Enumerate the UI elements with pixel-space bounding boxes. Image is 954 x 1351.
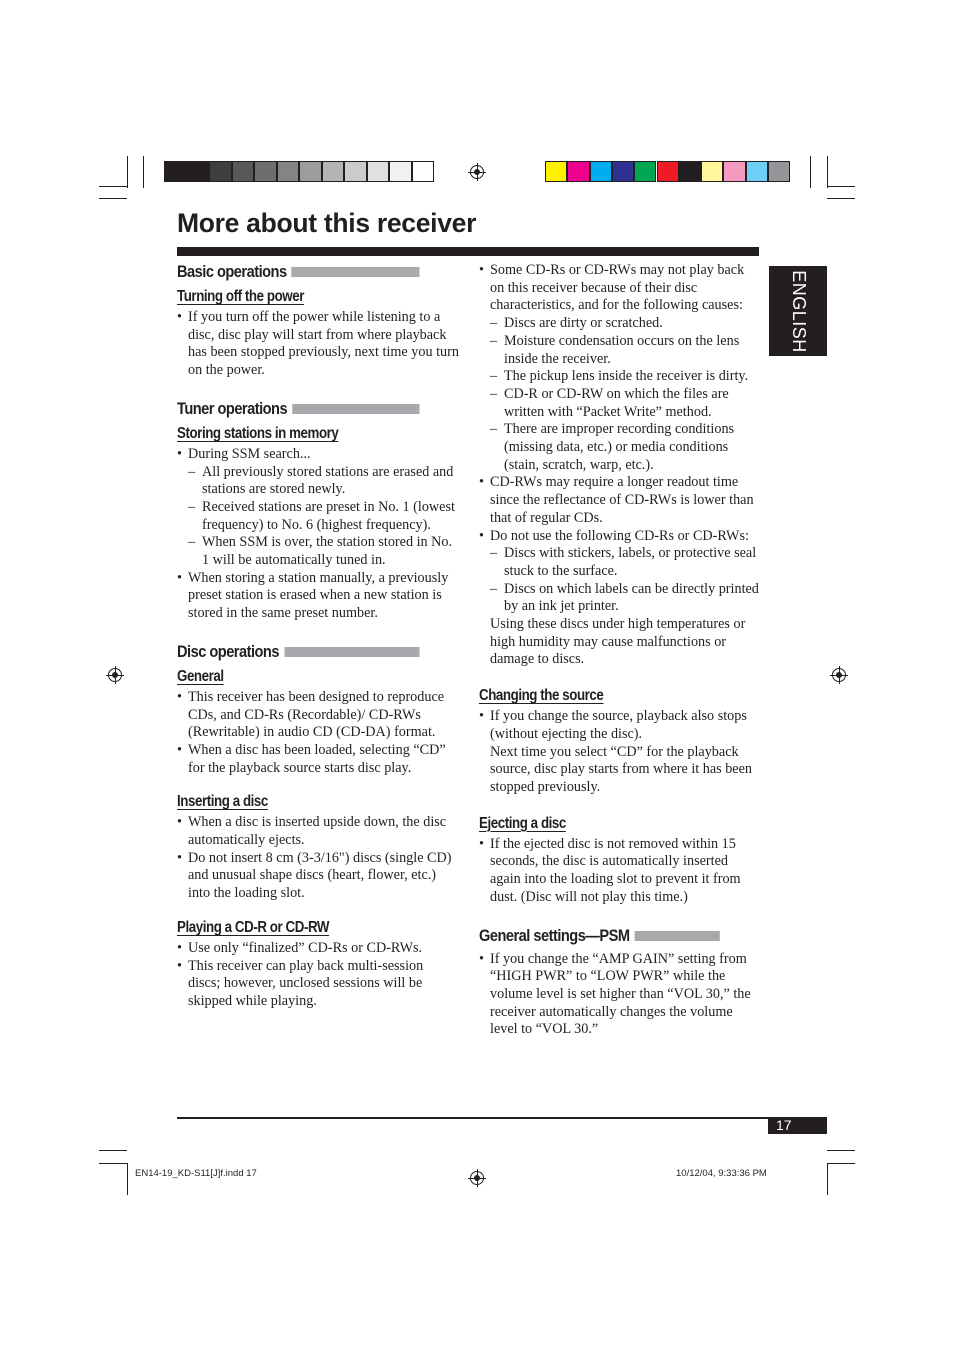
crop-mark xyxy=(127,156,128,188)
sub-list-item: – CD-R or CD-RW on which the files are written with “Packet Write” method. xyxy=(490,386,759,421)
color-swatch xyxy=(679,161,701,182)
color-swatch xyxy=(657,161,679,182)
gray-swatch xyxy=(299,161,322,182)
language-tab-label: ENGLISH xyxy=(788,269,809,353)
section-tuner-operations xyxy=(177,399,420,419)
list-item-text: If you change the source, playback also stops (without ejecting the disc). xyxy=(490,708,747,742)
sub-list-item: – The pickup lens inside the receiver is dirty. xyxy=(490,368,759,386)
list-item: • CD-RWs may require a longer readout time since the reflectance of CD-RWs is lower than that of regular CDs. xyxy=(479,474,759,527)
registration-mark-icon xyxy=(470,1171,484,1185)
list-item xyxy=(479,708,759,797)
gray-swatch xyxy=(254,161,277,182)
list-item-text: Do not use the following CD-Rs or CD-RWs: xyxy=(490,527,749,544)
list-item: • When a disc has been loaded, selecting “CD” for the playback source starts disc play. xyxy=(177,742,459,777)
registration-mark-icon xyxy=(832,668,846,682)
list-item: • If you change the “AMP GAIN” setting from “HIGH PWR” to “LOW PWR” while the volume level is set higher than “VOL 30,” the receiver automatically changes the volume level to “VOL 30.” xyxy=(479,951,759,1040)
list-item-text: During SSM search... xyxy=(188,445,311,462)
page-number: 17 xyxy=(776,1117,792,1133)
gray-swatch xyxy=(389,161,412,182)
sub-list-item: – There are improper recording conditions (missing data, etc.) or media conditions (stain, scratch, warp, etc.). xyxy=(490,421,759,474)
list-general xyxy=(177,689,459,778)
color-swatch xyxy=(567,161,589,182)
section-general-settings xyxy=(479,926,720,946)
section-basic-operations xyxy=(177,262,420,282)
sub-list xyxy=(188,464,459,570)
list-playing-cdr xyxy=(177,940,459,1011)
list-item-continuation: Next time you select “CD” for the playback source, disc play starts from where it has been stopped previously. xyxy=(490,743,752,795)
gray-swatch xyxy=(344,161,367,182)
list-turning-off xyxy=(177,309,459,380)
subsection-storing-stations: Storing stations in memory xyxy=(177,424,339,442)
subsection-inserting: Inserting a disc xyxy=(177,793,268,811)
sub-list-item: – Discs with stickers, labels, or protective seal stuck to the surface. xyxy=(490,545,759,580)
color-swatch xyxy=(634,161,656,182)
subsection-turning-off: Turning off the power xyxy=(177,288,304,305)
list-item: • When storing a station manually, a previously preset station is erased when a new station is stored in the same preset number. xyxy=(177,570,459,623)
color-swatch xyxy=(723,161,745,182)
list-item: • Do not insert 8 cm (3-3/16") discs (single CD) and unusual shape discs (heart, flower, etc.) into the loading slot. xyxy=(177,850,459,903)
list-ejecting xyxy=(479,836,759,907)
title-rule xyxy=(177,247,759,256)
footer-filename: EN14-19_KD-S11[J]f.indd 17 xyxy=(135,1168,257,1179)
section-bar xyxy=(292,267,420,277)
section-title: Basic operations xyxy=(177,262,287,281)
subsection-general: General xyxy=(177,667,224,685)
crop-mark xyxy=(827,1150,855,1151)
page-title: More about this receiver xyxy=(177,208,477,238)
bottom-rule xyxy=(177,1117,827,1119)
list-item: • When a disc is inserted upside down, the disc automatically ejects. xyxy=(177,814,459,849)
subsection-changing-source: Changing the source xyxy=(479,687,604,705)
gray-swatch xyxy=(187,161,210,182)
list-item: • If you turn off the power while listening to a disc, disc play will start from where playback has been stopped previously, next time you turn on the power. xyxy=(177,309,459,380)
crop-mark xyxy=(99,1150,127,1151)
sub-list xyxy=(490,315,759,474)
sub-list-item: – When SSM is over, the station stored in No. 1 will be automatically tuned in. xyxy=(188,534,459,569)
crop-mark xyxy=(99,198,127,199)
list-psm xyxy=(479,951,759,1040)
crop-mark xyxy=(827,198,855,199)
right-column xyxy=(479,262,759,1039)
gray-swatch xyxy=(367,161,390,182)
crop-mark xyxy=(143,156,144,188)
section-title: Disc operations xyxy=(177,641,279,661)
list-storing-stations xyxy=(177,446,459,623)
section-bar xyxy=(635,931,720,941)
sub-list-item: – All previously stored stations are erased and stations are stored newly. xyxy=(188,464,459,499)
crop-mark xyxy=(99,1163,127,1164)
color-swatch xyxy=(612,161,634,182)
list-inserting xyxy=(177,814,459,903)
list-changing-source xyxy=(479,708,759,797)
crop-mark xyxy=(827,1163,855,1164)
list-item xyxy=(479,528,759,670)
left-column xyxy=(177,262,459,1011)
list-item-text: Some CD-Rs or CD-RWs may not play back on this receiver because of their disc characteristics, and for the following causes: xyxy=(490,262,745,314)
color-swatch xyxy=(746,161,768,182)
sub-list xyxy=(490,545,759,616)
subsection-ejecting: Ejecting a disc xyxy=(479,814,566,832)
sub-list-item: – Discs are dirty or scratched. xyxy=(490,315,759,333)
registration-mark-icon xyxy=(470,165,484,179)
crop-mark xyxy=(827,156,828,188)
gray-swatch xyxy=(232,161,255,182)
list-item: • Use only “finalized” CD-Rs or CD-RWs. xyxy=(177,940,459,958)
list-cdr-notes xyxy=(479,262,759,669)
language-tab xyxy=(769,266,827,356)
list-item: • This receiver can play back multi-session discs; however, unclosed sessions will be skipped while playing. xyxy=(177,958,459,1011)
gray-swatch xyxy=(412,161,435,182)
gray-swatch xyxy=(209,161,232,182)
crop-mark xyxy=(99,186,127,187)
footer-timestamp: 10/12/04, 9:33:36 PM xyxy=(676,1168,767,1179)
color-swatch xyxy=(768,161,790,182)
sub-list-item: – Discs on which labels can be directly printed by an ink jet printer. xyxy=(490,581,759,616)
registration-mark-icon xyxy=(108,668,122,682)
subsection-playing-cdr: Playing a CD-R or CD-RW xyxy=(177,918,330,936)
gray-swatch xyxy=(322,161,345,182)
warning-note: Using these discs under high temperatures or high humidity may cause malfunctions or damage to discs. xyxy=(490,616,746,668)
section-title: Tuner operations xyxy=(177,398,288,418)
list-item xyxy=(479,262,759,474)
list-item: • If the ejected disc is not removed within 15 seconds, the disc is automatically inserted again into the loading slot to prevent it from dust. (Disc will not play this time.) xyxy=(479,836,759,907)
gray-swatch xyxy=(277,161,300,182)
color-swatch xyxy=(545,161,567,182)
sub-list-item: – Received stations are preset in No. 1 (lowest frequency) to No. 6 (highest frequency). xyxy=(188,499,459,534)
color-swatch xyxy=(590,161,612,182)
crop-mark xyxy=(127,1163,128,1195)
section-bar xyxy=(284,647,419,657)
section-disc-operations xyxy=(177,642,420,662)
list-item: • This receiver has been designed to reproduce CDs, and CD-Rs (Recordable)/ CD-RWs (Rewritable) in audio CD (CD-DA) format. xyxy=(177,689,459,742)
list-item xyxy=(177,446,459,570)
section-title: General settings—PSM xyxy=(479,925,630,945)
crop-mark xyxy=(827,186,855,187)
crop-mark xyxy=(827,1163,828,1195)
sub-list-item: – Moisture condensation occurs on the lens inside the receiver. xyxy=(490,333,759,368)
crop-mark xyxy=(810,156,811,188)
color-swatch xyxy=(701,161,723,182)
section-bar xyxy=(292,404,419,414)
gray-swatch xyxy=(164,161,187,182)
